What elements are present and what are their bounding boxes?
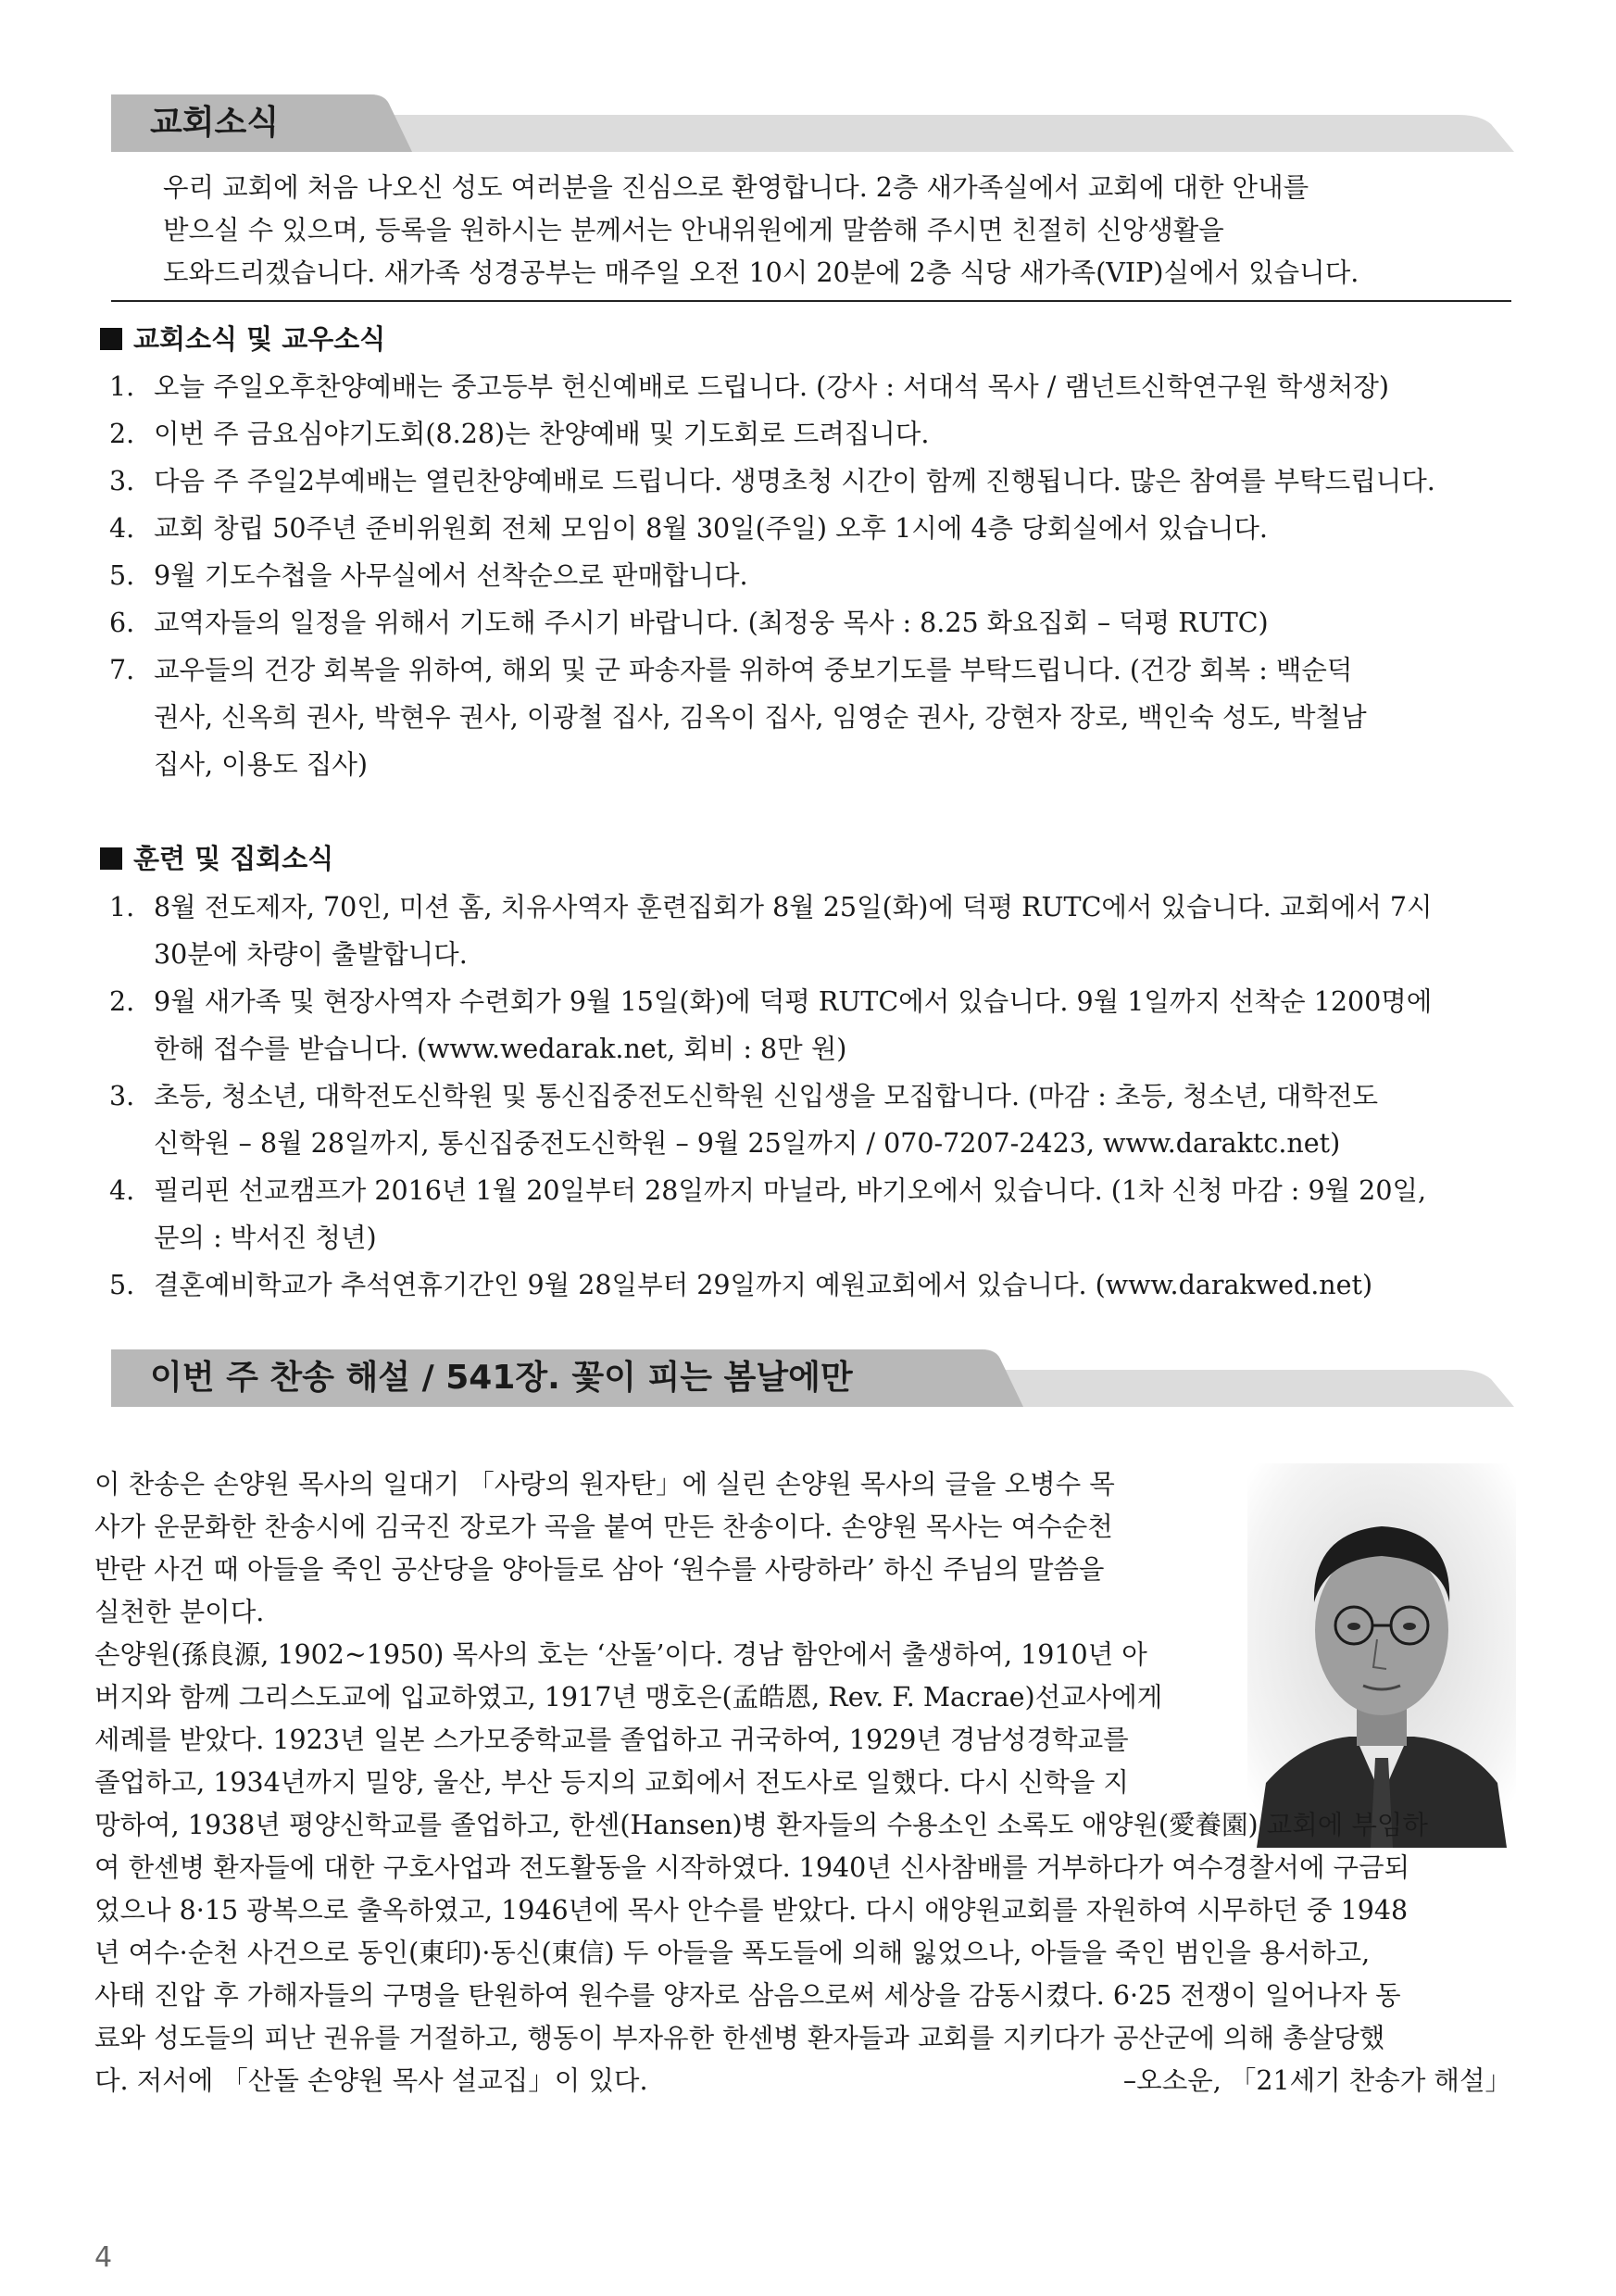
item-text-line: 9월 기도수첩을 사무실에서 선착순으로 판매합니다. [154,560,748,591]
welcome-line: 받으실 수 있으며, 등록을 원하시는 분께서는 안내위원에게 말씀해 주시면 친절히 신앙생활을 [163,215,1224,245]
hymn-text-line: 다. 저서에 「산돌 손양원 목사 설교집」이 있다. –오소운, 「21세기 찬송가 해설」 [94,2060,1530,2102]
item-text-line: 초등, 청소년, 대학전도신학원 및 통신집중전도신학원 신입생을 모집합니다. (마감 : 초등, 청소년, 대학전도 [154,1081,1378,1111]
hymn-text-line: 버지와 함께 그리스도교에 입교하였고, 1917년 맹호은(孟皓恩, Rev. F. Macrae)선교사에게 [94,1682,1163,1713]
item-text-line: 신학원 – 8월 28일까지, 통신집중전도신학원 – 9월 25일까지 / 070-7207-2423, www.daraktc.net) [154,1128,1341,1159]
hymn-text-line: 년 여수·순천 사건으로 동인(東印)·동신(東信) 두 아들을 폭도들에 의해 잃었으나, 아들을 죽인 범인을 용서하고, [94,1938,1371,1968]
hymn-text-line: 었으나 8·15 광복으로 출옥하였고, 1946년에 목사 안수를 받았다. 다시 애양원교회를 자원하여 시무하던 중 1948 [94,1895,1409,1926]
item-text-line: 문의 : 박서진 청년) [154,1223,377,1253]
list-item [109,458,1526,505]
section-heading-news: 교회소식 및 교우소식 [100,319,385,357]
hymn-text-line: 사가 운문화한 찬송시에 김국진 장로가 곡을 붙여 만든 찬송이다. 손양원 목사는 여수순천 [94,1512,1113,1542]
list-item [109,552,1526,599]
hymn-text-line: 이 찬송은 손양원 목사의 일대기 「사랑의 원자탄」에 실린 손양원 목사의 글을 오병수 목 [94,1469,1115,1499]
hymn-text-line: 반란 사건 때 아들을 죽인 공산당을 양아들로 삼아 ‘원수를 사랑하라’ 하신 주님의 말씀을 [94,1554,1105,1585]
item-text-line: 30분에 차량이 출발합니다. [154,939,468,970]
list-item [109,884,1526,978]
item-text-line: 오늘 주일오후찬양예배는 중고등부 헌신예배로 드립니다. (강사 : 서대석 목사 / 램넌트신학연구원 학생처장) [154,371,1389,402]
church-news-title: 교회소식 [150,104,280,142]
hymn-title: 이번 주 찬송 해설 / 541장. 꽃이 피는 봄날에만 [150,1359,853,1397]
item-text-line: 9월 새가족 및 현장사역자 수련회가 9월 15일(화)에 덕평 RUTC에서 있습니다. 9월 1일까지 선착순 1200명에 [154,986,1433,1017]
square-bullet-icon [100,328,122,350]
item-text-line: 한해 접수를 받습니다. (www.wedarak.net, 회비 : 8만 원) [154,1034,847,1064]
hymn-credit: –오소운, 「21세기 찬송가 해설」 [1122,2065,1511,2096]
item-text-line: 결혼예비학교가 추석연휴기간인 9월 28일부터 29일까지 예원교회에서 있습니다. (www.darakwed.net) [154,1270,1373,1300]
list-item [109,1261,1526,1309]
hymn-text-line: 사태 진압 후 가해자들의 구명을 탄원하여 원수를 양자로 삼음으로써 세상을 감동시켰다. 6·25 전쟁이 일어나자 동 [94,1980,1401,2011]
item-text-line: 집사, 이용도 집사) [154,749,369,780]
item-number: 4. [109,1175,135,1206]
welcome-line: 도와드리겠습니다. 새가족 성경공부는 매주일 오전 10시 20분에 2층 식당 새가족(VIP)실에서 있습니다. [163,257,1359,288]
item-text-line: 8월 전도제자, 70인, 미션 홈, 치유사역자 훈련집회가 8월 25일(화)에 덕평 RUTC에서 있습니다. 교회에서 7시 [154,892,1433,922]
list-item [109,410,1526,458]
hymn-text-line: 손양원(孫良源, 1902~1950) 목사의 호는 ‘산돌’이다. 경남 함안에서 출생하여, 1910년 아 [94,1639,1147,1670]
page-number: 4 [94,2241,113,2274]
item-text-line: 교우들의 건강 회복을 위하여, 해외 및 군 파송자를 위하여 중보기도를 부탁드립니다. (건강 회복 : 백순덕 [154,655,1353,685]
hymn-text-line: 료와 성도들의 피난 권유를 거절하고, 행동이 부자유한 한센병 환자들과 교회를 지키다가 공산군에 의해 총살당했 [94,2023,1385,2053]
welcome-line: 우리 교회에 처음 나오신 성도 여러분을 진심으로 환영합니다. 2층 새가족실에서 교회에 대한 안내를 [163,172,1309,203]
hymn-text-line: 졸업하고, 1934년까지 밀양, 울산, 부산 등지의 교회에서 전도사로 일했다. 다시 신학을 지 [94,1767,1129,1798]
hymn-commentary [94,1463,1530,2102]
item-number: 1. [109,371,135,402]
church-news-header [111,85,1514,152]
list-item [109,1167,1526,1261]
hymn-text-line: 망하여, 1938년 평양신학교를 졸업하고, 한센(Hansen)병 환자들의 수용소인 소록도 애양원(愛養園) 교회에 부임하 [94,1810,1428,1840]
list-item [109,646,1526,788]
header-tab-shape [111,85,1514,152]
list-item [109,363,1526,410]
item-number: 3. [109,466,135,496]
welcome-box [111,165,1511,302]
item-text-line: 필리핀 선교캠프가 2016년 1월 20일부터 28일까지 마닐라, 바기오에서 있습니다. (1차 신청 마감 : 9월 20일, [154,1175,1427,1206]
item-text-line: 권사, 신옥희 권사, 박현우 권사, 이광철 집사, 김옥이 집사, 임영순 권사, 강현자 장로, 백인숙 성도, 박철남 [154,702,1367,733]
item-number: 3. [109,1081,135,1111]
hymn-text-line: 세례를 받았다. 1923년 일본 스가모중학교를 졸업하고 귀국하여, 1929년 경남성경학교를 [94,1725,1129,1755]
item-text-line: 교회 창립 50주년 준비위원회 전체 모임이 8월 30일(주일) 오후 1시에 4층 당회실에서 있습니다. [154,513,1268,544]
hymn-header [111,1340,1514,1407]
item-text-line: 교역자들의 일정을 위해서 기도해 주시기 바랍니다. (최정웅 목사 : 8.25 화요집회 – 덕평 RUTC) [154,608,1269,638]
training-news-list [109,884,1526,1309]
item-text-line: 이번 주 금요심야기도회(8.28)는 찬양예배 및 기도회로 드려집니다. [154,419,930,449]
item-number: 7. [109,655,135,685]
section-heading-training: 훈련 및 집회소식 [100,838,333,876]
item-number: 5. [109,1270,135,1300]
hymn-text-line: 여 한센병 환자들에 대한 구호사업과 전도활동을 시작하였다. 1940년 신사참배를 거부하다가 여수경찰서에 구금되 [94,1852,1410,1883]
item-number: 1. [109,892,135,922]
list-item [109,1073,1526,1167]
hymn-text-line: 실천한 분이다. [94,1597,265,1627]
item-number: 2. [109,986,135,1017]
item-number: 4. [109,513,135,544]
list-item [109,978,1526,1073]
list-item [109,599,1526,646]
item-number: 6. [109,608,135,638]
church-news-list [109,363,1526,788]
item-number: 2. [109,419,135,449]
list-item [109,505,1526,552]
square-bullet-icon [100,847,122,870]
item-number: 5. [109,560,135,591]
item-text-line: 다음 주 주일2부예배는 열린찬양예배로 드립니다. 생명초청 시간이 함께 진행됩니다. 많은 참여를 부탁드립니다. [154,466,1435,496]
